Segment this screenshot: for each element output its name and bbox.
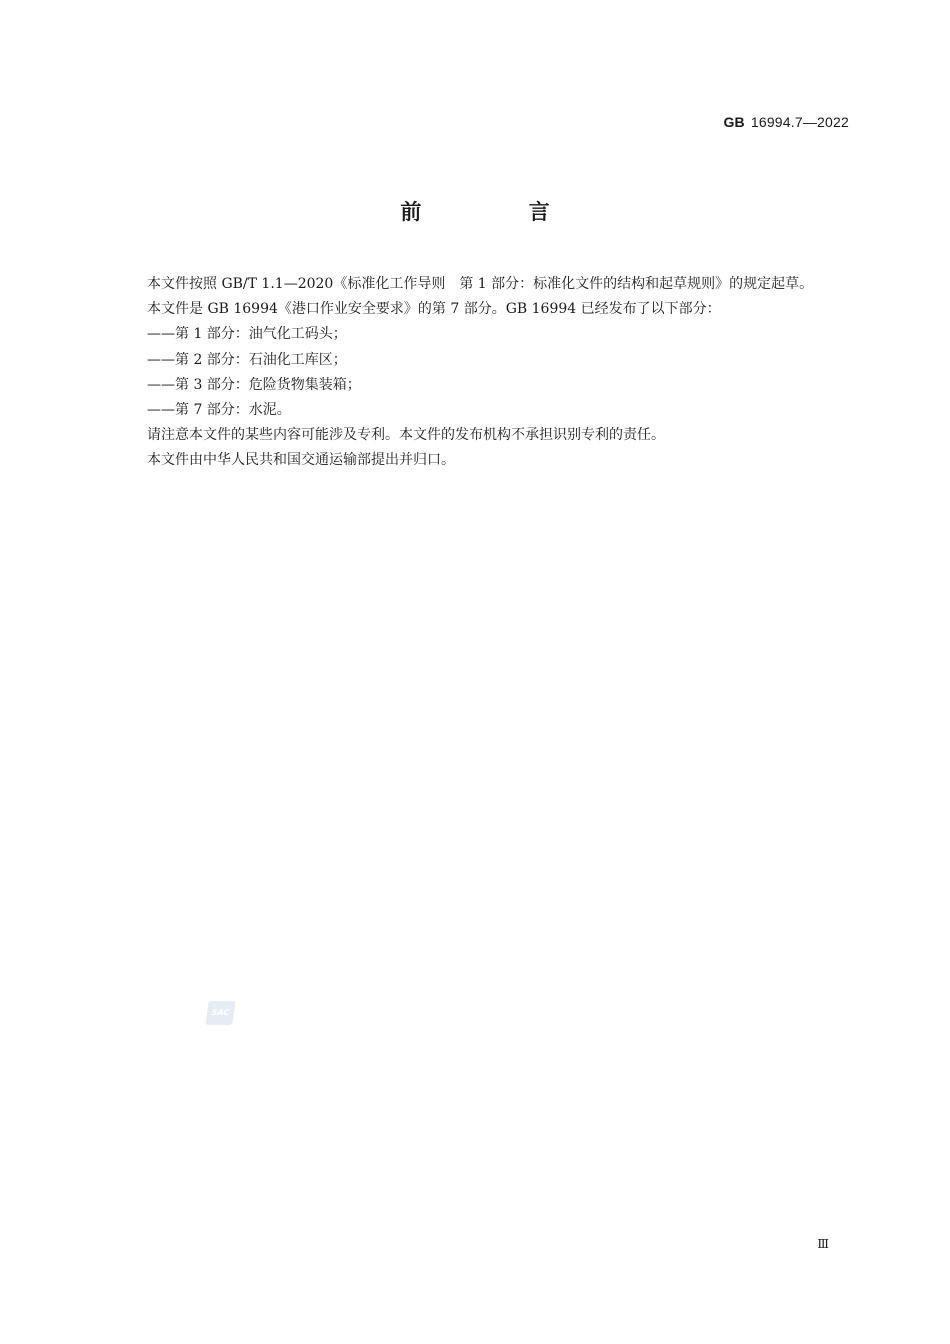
list-item-part-7: ——第 7 部分：水泥。 [147, 402, 291, 419]
standard-prefix: GB [723, 114, 745, 130]
list-item-part-2: ——第 2 部分：石油化工库区； [147, 351, 347, 368]
standard-number [723, 114, 849, 130]
foreword-body [114, 272, 852, 474]
standard-code: 16994.7—2022 [750, 114, 849, 130]
section-title: 前 言 [400, 200, 600, 224]
paragraph-proposer: 本文件由中华人民共和国交通运输部提出并归口。 [147, 452, 455, 469]
paragraph-patent-notice: 请注意本文件的某些内容可能涉及专利。本文件的发布机构不承担识别专利的责任。 [147, 427, 665, 444]
paragraph-drafting-rules: 本文件按照 GB/T 1.1—2020《标准化工作导则 第 1 部分：标准化文件的结构和起草规则》的规定起草。 [147, 276, 814, 292]
list-item-part-1: ——第 1 部分：油气化工码头； [147, 326, 347, 343]
list-item-part-3: ——第 3 部分：危险货物集装箱； [147, 376, 361, 393]
page-number: Ⅲ [817, 1237, 829, 1251]
sac-watermark-logo: SAC [205, 1001, 235, 1025]
paragraph-parts-intro: 本文件是 GB 16994《港口作业安全要求》的第 7 部分。GB 16994 已经发布了以下部分： [147, 301, 721, 318]
